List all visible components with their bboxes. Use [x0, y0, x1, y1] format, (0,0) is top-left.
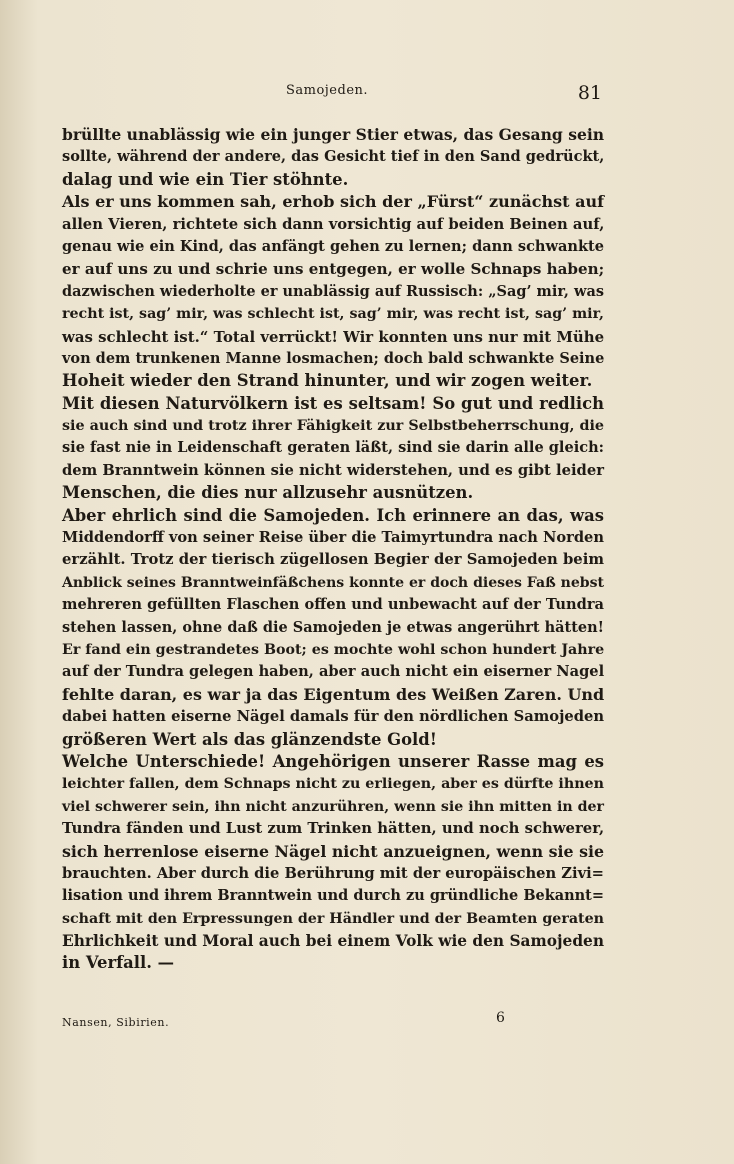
text-line: Hoheit wieder den Strand hinunter, und wir zogen weiter.: [62, 371, 593, 391]
text-line: mehreren gefüllten Flaschen offen und unbewacht auf der Tundra: [62, 596, 604, 614]
text-line: brüllte unablässig wie ein junger Stier etwas, das Gesang sein: [62, 125, 605, 144]
text-line: viel schwerer sein, ihn nicht anzurühren, wenn sie ihn mitten in der: [62, 798, 604, 815]
body-text: [62, 124, 604, 975]
text-line: in Verfall. —: [62, 953, 175, 973]
text-line: recht ist, sag’ mir, was schlecht ist, sag’ mir, was recht ist, sag’ mir,: [62, 306, 604, 323]
text-line: stehen lassen, ohne daß die Samojeden je etwas angerührt hätten!: [62, 618, 604, 636]
page-header: [0, 80, 734, 110]
text-line: brauchten. Aber durch die Berührung mit der europäischen Zivi=: [62, 864, 604, 882]
text-line: er auf uns zu und schrie uns entgegen, er wolle Schnaps haben;: [62, 260, 605, 279]
text-line: dabei hatten eiserne Nägel damals für den nördlichen Samojeden: [62, 708, 605, 726]
text-line: Als er uns kommen sah, erhob sich der „Fürst“ zunächst auf: [62, 192, 604, 212]
text-line: Mit diesen Naturvölkern ist es seltsam! So gut und redlich: [62, 393, 604, 413]
text-line: schaft mit den Erpressungen der Händler und der Beamten geraten: [62, 910, 604, 927]
text-line: allen Vieren, richtete sich dann vorsichtig auf beiden Beinen auf,: [62, 215, 605, 233]
text-line: fehlte daran, es war ja das Eigentum des Weißen Zaren. Und: [62, 684, 605, 704]
printer-signature: Nansen, Sibirien.: [62, 1016, 170, 1029]
text-line: leichter fallen, dem Schnaps nicht zu erliegen, aber es dürfte ihnen: [62, 776, 604, 793]
page-number: 81: [577, 82, 602, 104]
text-line: von dem trunkenen Manne losmachen; doch bald schwankte Seine: [62, 349, 605, 367]
text-line: auf der Tundra gelegen haben, aber auch nicht ein eiserner Nagel: [62, 663, 605, 681]
text-line: sie fast nie in Leidenschaft geraten läßt, sind sie darin alle gleich:: [62, 439, 604, 457]
text-line: Er fand ein gestrandetes Boot; es mochte wohl schon hundert Jahre: [62, 641, 605, 658]
text-line: erzählt. Trotz der tierisch zügellosen Begier der Samojeden beim: [62, 551, 604, 569]
text-line: Welche Unterschiede! Angehörigen unserer Rasse mag es: [62, 751, 604, 771]
text-line: lisation und ihrem Branntwein und durch zu gründliche Bekannt=: [62, 887, 604, 905]
text-line: Tundra fänden und Lust zum Trinken hätten, und noch schwerer,: [62, 820, 605, 838]
text-line: Menschen, die dies nur allzusehr ausnützen.: [62, 483, 474, 503]
text-line: sollte, während der andere, das Gesicht tief in den Sand gedrückt,: [62, 148, 605, 166]
page-footer: [62, 1010, 604, 1034]
text-line: dazwischen wiederholte er unablässig auf Russisch: „Sag’ mir, was: [62, 282, 604, 300]
text-line: Ehrlichkeit und Moral auch bei einem Volk wie den Samojeden: [62, 932, 604, 951]
text-line: dem Branntwein können sie nicht widerstehen, und es gibt leider: [62, 461, 604, 479]
text-line: sich herrenlose eiserne Nägel nicht anzueignen, wenn sie sie: [62, 841, 605, 861]
text-line: größeren Wert als das glänzendste Gold!: [62, 729, 437, 749]
text-line: was schlecht ist.“ Total verrückt! Wir konnten uns nur mit Mühe: [62, 327, 605, 346]
sheet-number: 6: [496, 1010, 505, 1026]
text-line: genau wie ein Kind, das anfängt gehen zu lernen; dann schwankte: [62, 237, 604, 255]
text-line: dalag und wie ein Tier stöhnte.: [62, 169, 349, 189]
text-line: Anblick seines Branntweinfäßchens konnte er doch dieses Faß nebst: [62, 574, 604, 591]
text-line: Aber ehrlich sind die Samojeden. Ich erinnere an das, was: [62, 505, 604, 525]
running-head: Samojeden.: [285, 83, 369, 98]
text-line: Middendorff von seiner Reise über die Taimyrtundra nach Norden: [62, 529, 604, 547]
text-line: sie auch sind und trotz ihrer Fähigkeit zur Selbstbeherrschung, die: [62, 418, 604, 435]
